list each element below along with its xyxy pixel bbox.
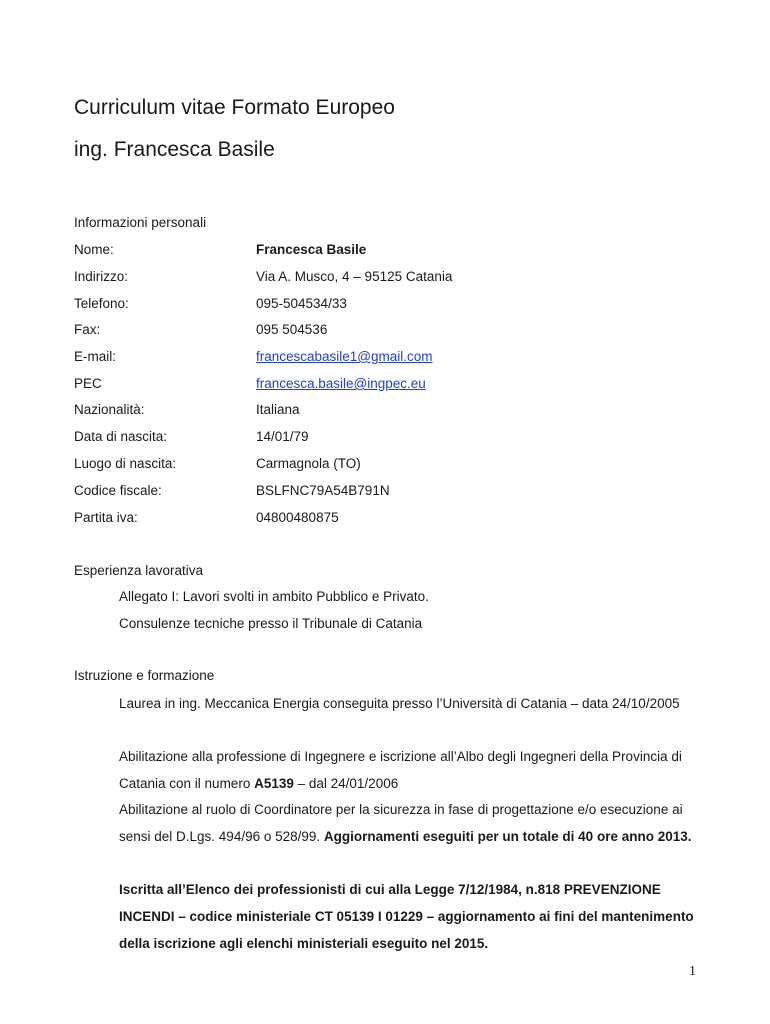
personal-info-heading: Informazioni personali xyxy=(74,215,207,230)
row-label: Luogo di nascita: xyxy=(74,456,177,471)
row-value: 04800480875 xyxy=(256,510,339,525)
row-label: Telefono: xyxy=(74,296,129,311)
row-label: Fax: xyxy=(74,322,101,337)
email-link[interactable]: francescabasile1@gmail.com xyxy=(256,349,433,364)
document-title: Curriculum vitae Formato Europeo xyxy=(74,96,395,119)
safety-updates: Aggiornamenti eseguiti per un totale di 40 ore anno 2013. xyxy=(323,828,692,844)
education-fire-prevention: Iscritta all’Elenco dei professionisti di cui alla Legge 7/12/1984, n.818 PREVENZIONE INCENDI – codice ministeriale CT 05139 I 01229 – aggiornamento ai fini del mantenimento della iscrizione agli elenchi ministeriali eseguito nel 2015. xyxy=(119,882,694,951)
row-label: Nazionalità: xyxy=(74,402,145,417)
license-number: A5139 xyxy=(254,775,294,791)
row-value: BSLFNC79A54B791N xyxy=(256,483,390,498)
row-value: Italiana xyxy=(256,402,300,417)
education-degree: Laurea in ing. Meccanica Energia conseguita presso l’Università di Catania – data 24/10/2005 xyxy=(119,696,680,711)
page-number: 1 xyxy=(689,964,696,979)
license-date: – dal 24/01/2006 xyxy=(293,775,399,791)
row-value: Carmagnola (TO) xyxy=(256,456,361,471)
row-value: Francesca Basile xyxy=(256,242,367,257)
experience-item: Allegato I: Lavori svolti in ambito Pubblico e Privato. xyxy=(119,589,429,604)
candidate-name-title: ing. Francesca Basile xyxy=(74,138,275,161)
safety-text: Abilitazione al ruolo di Coordinatore per la sicurezza in fase di progettazione e/o esecuzione ai sensi del D.Lgs. 494/96 o 528/99. xyxy=(119,802,683,844)
row-label: Partita iva: xyxy=(74,510,138,525)
education-license xyxy=(119,744,699,798)
row-value: 14/01/79 xyxy=(256,429,309,444)
experience-heading: Esperienza lavorativa xyxy=(74,563,204,578)
experience-item: Consulenze tecniche presso il Tribunale di Catania xyxy=(119,616,423,631)
row-label: Codice fiscale: xyxy=(74,483,162,498)
row-label: Nome: xyxy=(74,242,114,257)
license-text: Abilitazione alla professione di Ingegnere e iscrizione all’Albo degli Ingegneri della Provincia di Catania con il numero xyxy=(119,749,682,791)
pec-link[interactable]: francesca.basile@ingpec.eu xyxy=(256,376,426,391)
row-value: 095-504534/33 xyxy=(256,296,347,311)
row-value: 095 504536 xyxy=(256,322,328,337)
row-label: Indirizzo: xyxy=(74,269,129,284)
row-label: E-mail: xyxy=(74,349,117,364)
row-value: Via A. Musco, 4 – 95125 Catania xyxy=(256,269,453,284)
education-safety-coordinator xyxy=(119,797,699,851)
row-label: PEC xyxy=(74,376,102,391)
row-label: Data di nascita: xyxy=(74,429,168,444)
education-heading: Istruzione e formazione xyxy=(74,668,215,683)
